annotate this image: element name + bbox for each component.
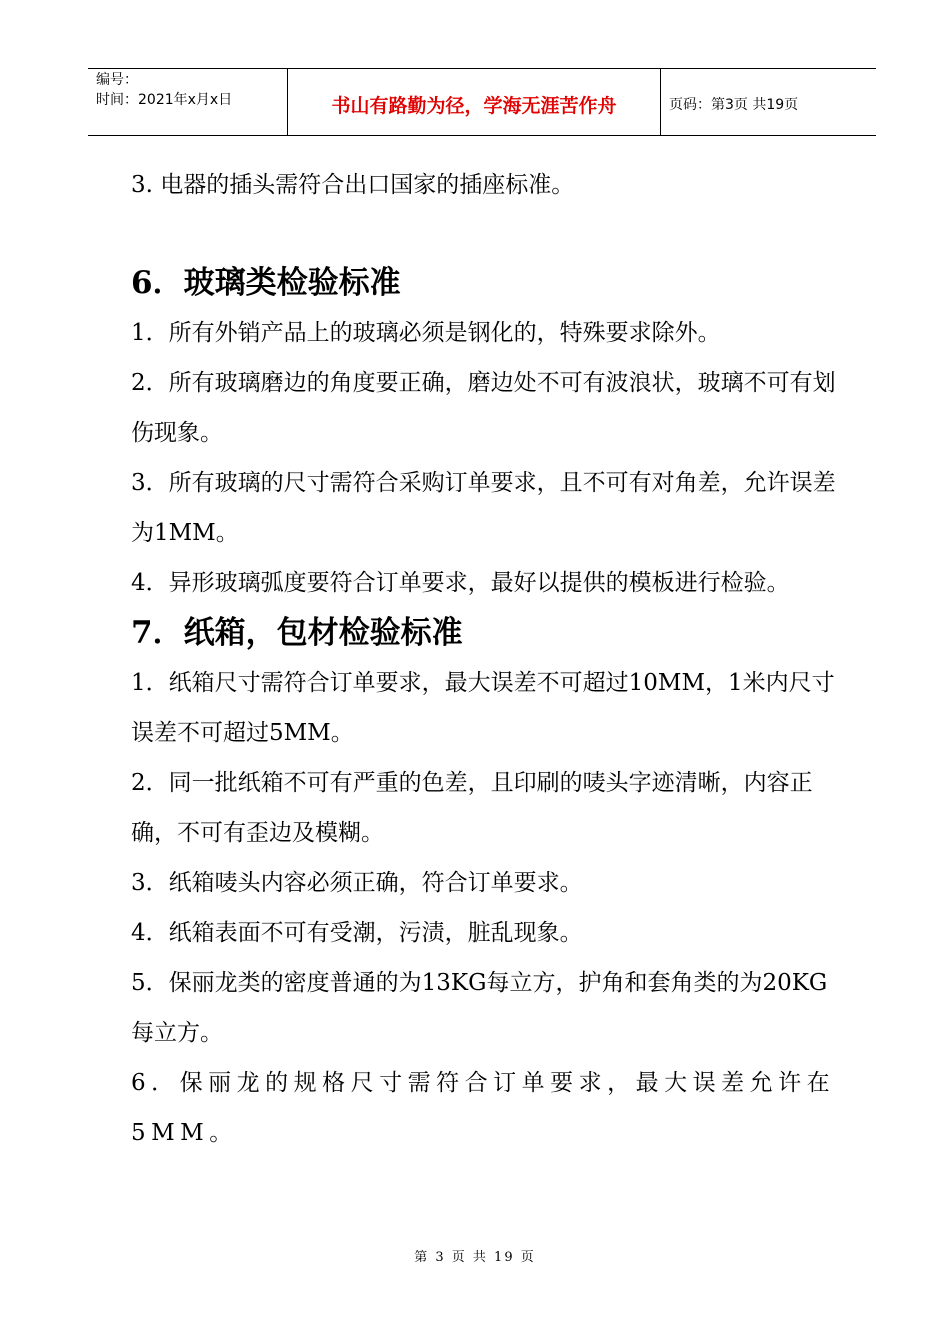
paragraph: 1．纸箱尺寸需符合订单要求，最大误差不可超过10MM，1米内尺寸误差不可超过5MM。 — [131, 670, 835, 746]
document-number-label: 编号： — [96, 72, 138, 88]
page-header — [88, 68, 876, 136]
paragraph: 6．保丽龙的规格尺寸需符合订单要求，最大误差允许在5MM。 — [131, 1070, 836, 1146]
header-motto: 书山有路勤为径，学海无涯苦作舟 — [288, 69, 661, 135]
document-body — [131, 160, 846, 1158]
paragraph: 2．同一批纸箱不可有严重的色差，且印刷的唛头字迹清晰，内容正确，不可有歪边及模糊。 — [131, 770, 813, 846]
section-heading-glass: 6．玻璃类检验标准 — [131, 265, 401, 301]
header-page-info: 页码：第3页 共19页 — [669, 97, 799, 113]
section-heading-carton: 7．纸箱，包材检验标准 — [131, 615, 463, 651]
paragraph: 3．纸箱唛头内容必须正确，符合订单要求。 — [131, 870, 583, 896]
paragraph: 4．纸箱表面不可有受潮，污渍，脏乱现象。 — [131, 920, 583, 946]
page-footer: 第 3 页 共 19 页 — [414, 1250, 536, 1265]
paragraph: 4．异形玻璃弧度要符合订单要求，最好以提供的模板进行检验。 — [131, 570, 790, 596]
paragraph: 3. 电器的插头需符合出口国家的插座标准。 — [131, 172, 575, 198]
document-date: 时间：2021年x月x日 — [96, 92, 233, 108]
section-spacer — [131, 210, 846, 258]
header-meta — [88, 69, 288, 135]
paragraph: 5．保丽龙类的密度普通的为13KG每立方，护角和套角类的为20KG每立方。 — [131, 970, 828, 1046]
paragraph: 2．所有玻璃磨边的角度要正确，磨边处不可有波浪状，玻璃不可有划伤现象。 — [131, 370, 836, 446]
paragraph: 3．所有玻璃的尺寸需符合采购订单要求，且不可有对角差，允许误差为1MM。 — [131, 470, 836, 546]
paragraph: 1．所有外销产品上的玻璃必须是钢化的，特殊要求除外。 — [131, 320, 721, 346]
